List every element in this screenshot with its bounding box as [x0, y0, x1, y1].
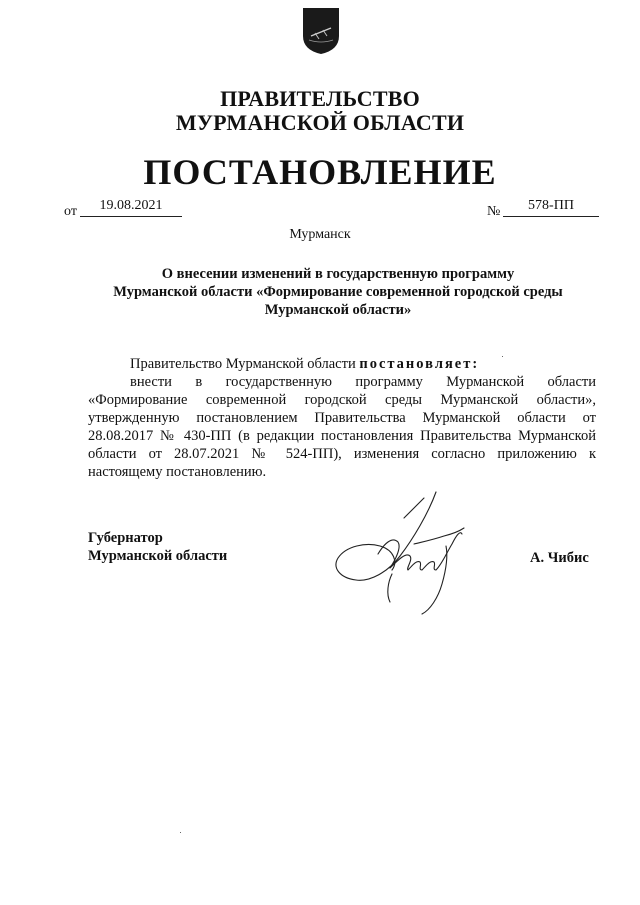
subject-line: Мурманской области «Формирование современной городской среды	[113, 284, 563, 300]
subject-line: О внесении изменений в государственную программу	[161, 266, 515, 282]
coat-of-arms-icon	[301, 6, 341, 56]
document-body	[88, 355, 596, 481]
government-name-line1: ПРАВИТЕЛЬСТВО	[220, 86, 420, 111]
scan-speck	[180, 832, 181, 833]
signer-title-line: Губернатор	[88, 530, 163, 546]
signer-title	[88, 529, 227, 565]
city-name: Мурманск	[289, 227, 351, 242]
scan-speck	[502, 356, 503, 357]
document-date: 19.08.2021	[80, 198, 182, 217]
handwritten-signature	[318, 484, 488, 624]
document-number: 578-ПП	[503, 198, 599, 217]
subject-line: Мурманской области»	[264, 302, 412, 318]
date-prefix: от	[64, 204, 77, 219]
government-name-line2: МУРМАНСКОЙ ОБЛАСТИ	[175, 110, 465, 135]
decree-word: постановляет:	[359, 356, 480, 372]
body-intro: Правительство Мурманской области	[130, 356, 356, 372]
body-paragraph: внести в государственную программу Мурманской области «Формирование современной городской среды Мурманской области», утвержденную постановлением Правительства Мурманской области от 28.08.2017 № 430-ПП (в редакции постановления Правительства Мурманской области от 28.07.2021 № 524-ПП), изменения согласно приложению к настоящему постановлению.	[88, 374, 596, 480]
document-type-title: ПОСТАНОВЛЕНИЕ	[143, 152, 497, 192]
signer-name: А. Чибис	[530, 550, 589, 566]
document-subject	[88, 265, 588, 319]
signer-title-line: Мурманской области	[88, 548, 228, 564]
body-intro-paragraph	[88, 355, 596, 373]
number-prefix: №	[487, 204, 501, 219]
